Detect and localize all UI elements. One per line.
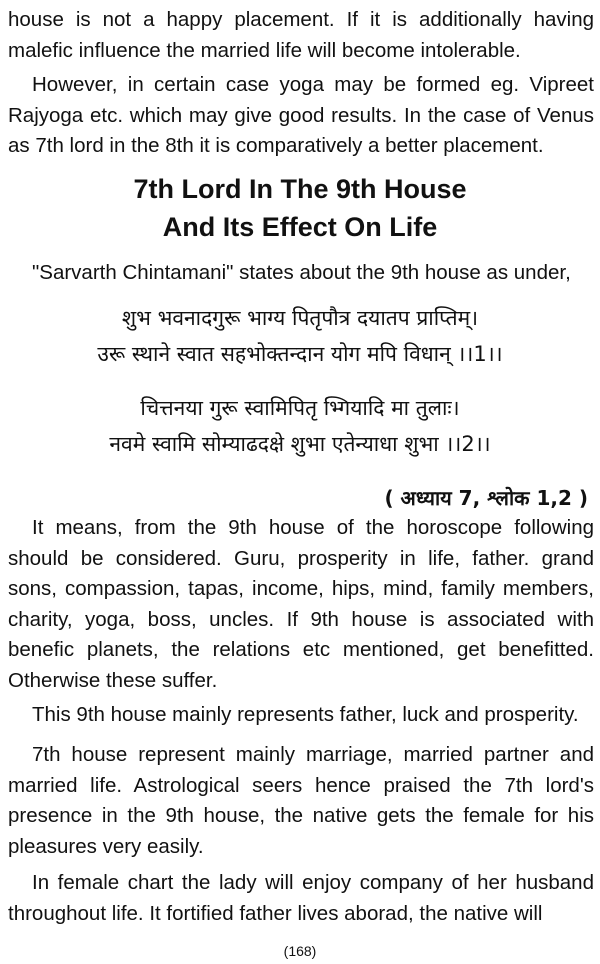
sanskrit-verse-1-line-2: उरू स्थाने स्वात सहभोक्तन्दान योग मपि विधान् ।।1।। <box>97 342 503 366</box>
page-number: (168) <box>283 943 317 959</box>
paragraph-vipreet-rajyoga: However, in certain case yoga may be formed eg. Vipreet Rajyoga etc. which may give good results. In the case of Venus as 7th lord in the 8th it is comparatively a better placement. <box>8 73 594 157</box>
paragraph-continuation: house is not a happy placement. If it is additionally having malefic influence the married life will become intolerable. <box>8 8 594 62</box>
paragraph-ninth-house-summary: This 9th house mainly represents father, luck and prosperity. <box>32 703 579 726</box>
section-heading-line-2: And Its Effect On Life <box>162 212 438 242</box>
paragraph-female-chart: In female chart the lady will enjoy company of her husband throughout life. It fortified father lives aborad, the native will <box>8 871 594 925</box>
paragraph-seventh-house: 7th house represent mainly marriage, married partner and married life. Astrological seers hence praised the 7th lord's presence in the 9th house, the native gets the female for his pleasures very easily. <box>8 743 594 858</box>
sanskrit-verse-1-line-1: शुभ भवनादगुरू भाग्य पितृपौत्र दयातप प्राप्तिम्। <box>121 306 479 330</box>
paragraph-sarvarth-intro: "Sarvarth Chintamani" states about the 9th house as under, <box>32 261 571 284</box>
verse-citation: ( अध्याय 7, श्लोक 1,2 ) <box>384 486 588 510</box>
section-heading-line-1: 7th Lord In The 9th House <box>133 174 467 204</box>
sanskrit-verse-2-line-1: चित्तनया गुरू स्वामिपितृ भ्गियादि मा तुलाः। <box>140 396 460 420</box>
sanskrit-verse-2-line-2: नवमे स्वामि सोम्याढदक्षे शुभा एतेन्याधा शुभा ।।2।। <box>109 432 491 456</box>
paragraph-ninth-house-meaning: It means, from the 9th house of the horoscope following should be considered. Guru, prosperity in life, father. grand sons, compassion, tapas, income, hips, mind, family members, charity, yoga, boss, uncles. If 9th house is associated with benefic planets, the relations etc mentioned, get benefitted. Otherwise these suffer. <box>8 516 594 692</box>
